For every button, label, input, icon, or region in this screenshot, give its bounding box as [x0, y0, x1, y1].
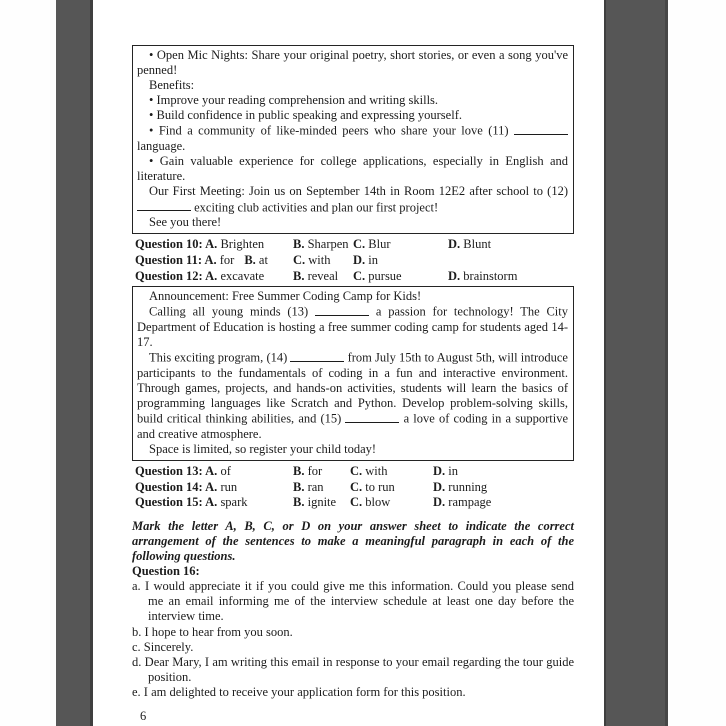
option-letter: D. — [353, 252, 366, 267]
option: B. Sharpen — [293, 237, 349, 252]
viewer-background-right — [604, 0, 668, 726]
option-cell — [448, 269, 574, 285]
option: B. for — [293, 464, 323, 479]
option-cell — [135, 253, 293, 269]
option: C. to run — [350, 479, 395, 494]
passage-paragraph: • Improve your reading comprehension and writing skills. — [149, 93, 439, 108]
sentence-item: b. I hope to hear from you soon. — [132, 624, 293, 639]
option: C. with — [350, 464, 388, 479]
document-page — [93, 0, 604, 726]
sentence-item: d. Dear Mary, I am writing this email in response to your email regarding the tour guide position. — [132, 654, 574, 684]
option-cell — [433, 495, 574, 511]
passage-coding-camp-box — [132, 286, 574, 461]
option-cell — [433, 480, 574, 496]
option-letter: B. — [293, 479, 305, 494]
question-label: Question 13: — [135, 464, 206, 479]
sentence-item: c. Sincerely. — [132, 639, 194, 654]
option-cell — [293, 464, 350, 480]
option: C. with — [293, 252, 331, 267]
passage-paragraph: • Open Mic Nights: Share your original poetry, short stories, or even a song you've penned! — [137, 48, 568, 78]
option: D. brainstorm — [448, 268, 518, 283]
passage-open-mic-box — [132, 45, 574, 234]
option-cell — [293, 237, 353, 253]
passage-paragraph: • Find a community of like-minded peers who share your love (11) language. — [137, 123, 568, 154]
option-letter: B. — [293, 464, 305, 479]
question-label: Question 10: — [135, 237, 206, 252]
question-row — [135, 237, 574, 253]
option: C. Blur — [353, 237, 391, 252]
option-cell — [135, 495, 293, 511]
option: C. pursue — [353, 268, 402, 283]
option: A. of — [205, 464, 231, 479]
option: A. for — [204, 252, 235, 267]
option-letter: A. — [204, 252, 217, 267]
option-letter: D. — [433, 479, 446, 494]
option-letter: D. — [448, 237, 461, 252]
answer-blank — [514, 123, 568, 135]
option-cell — [293, 480, 350, 496]
viewer-margin-left — [0, 0, 56, 726]
question-label: Question 15: — [135, 495, 206, 510]
option-letter: B. — [293, 268, 305, 283]
option-cell — [293, 495, 350, 511]
option-cell — [350, 480, 433, 496]
option-letter: A. — [205, 495, 218, 510]
option-letter: A. — [205, 479, 218, 494]
option-cell — [353, 253, 448, 269]
option: D. rampage — [433, 495, 492, 510]
passage-paragraph: • Build confidence in public speaking and expressing yourself. — [149, 108, 462, 123]
questions-13-15 — [135, 464, 574, 511]
option-cell — [135, 464, 293, 480]
viewer-margin-right — [668, 0, 726, 726]
question-row — [135, 253, 574, 269]
option-letter: C. — [350, 479, 363, 494]
question-row — [135, 464, 574, 480]
question-16-items — [132, 579, 574, 700]
option-cell — [353, 269, 448, 285]
option-letter: D. — [448, 268, 461, 283]
passage-paragraph: Announcement: Free Summer Coding Camp for Kids! — [149, 289, 422, 304]
option: D. in — [433, 464, 459, 479]
option: A. spark — [205, 495, 248, 510]
option-letter: C. — [353, 268, 366, 283]
option: A. Brighten — [205, 237, 265, 252]
option-cell — [433, 464, 574, 480]
option: B. ignite — [293, 495, 337, 510]
option-cell — [293, 253, 353, 269]
option: D. running — [433, 479, 488, 494]
option: A. run — [205, 479, 238, 494]
passage-paragraph: See you there! — [149, 215, 222, 230]
questions-10-12 — [135, 237, 574, 284]
answer-blank — [315, 304, 369, 316]
option-cell — [448, 253, 574, 269]
answer-blank — [137, 200, 191, 212]
answer-blank — [290, 350, 344, 362]
option-letter: A. — [205, 268, 218, 283]
passage-paragraph: Space is limited, so register your child today! — [149, 441, 377, 456]
question-label: Question 14: — [135, 479, 206, 494]
passage-paragraph: This exciting program, (14) from July 15th to August 5th, will introduce participants to the fundamentals of coding in a fun and interactive environment. Through games, projects, and hands-on activities, students will learn the basics of programming languages like Scratch and Python. Develop problem-solving skills, build critical thinking abilities, and (15) a love of coding in a supportive and creative atmosphere. — [137, 350, 569, 441]
option-cell — [135, 480, 293, 496]
option: B. ran — [293, 479, 324, 494]
question-row — [135, 269, 574, 285]
passage-paragraph: Our First Meeting: Join us on September 14th in Room 12E2 after school to (12) exciting club activities and plan our first project! — [137, 184, 568, 215]
option: A. excavate — [205, 268, 265, 283]
question-label: Question 11: — [135, 252, 205, 267]
option: D. in — [353, 252, 379, 267]
option: C. blow — [350, 495, 391, 510]
option: B. reveal — [293, 268, 339, 283]
option-letter: C. — [353, 237, 366, 252]
option-cell — [448, 237, 574, 253]
option-letter: B. — [293, 237, 305, 252]
section-instruction: Mark the letter A, B, C, or D on your answer sheet to indicate the correct arrangement of the sentences to make a meaningful paragraph in each of the following questions. — [132, 518, 574, 564]
answer-blank — [345, 411, 399, 423]
page-number: 6 — [140, 708, 147, 723]
sentence-item: a. I would appreciate it if you could give me this information. Could you please send me an email informing me of the interview schedule at least one day before the interview time. — [132, 579, 574, 624]
passage-paragraph: Calling all young minds (13) a passion for technology! The City Department of Education is hosting a free summer coding camp for students aged 14-17. — [137, 304, 569, 350]
page-content — [93, 0, 604, 724]
question-row — [135, 495, 574, 511]
option-letter: C. — [293, 252, 306, 267]
option-letter: A. — [205, 237, 218, 252]
sentence-item: e. I am delighted to receive your application form for this position. — [132, 684, 466, 699]
viewer-background-left — [56, 0, 93, 726]
option-letter: B. — [244, 252, 256, 267]
option: B. at — [244, 252, 268, 267]
option-letter: A. — [205, 464, 218, 479]
passage-paragraph: Benefits: — [149, 78, 195, 93]
option-letter: B. — [293, 495, 305, 510]
option-letter: C. — [350, 464, 363, 479]
question-row — [135, 480, 574, 496]
option-cell — [350, 464, 433, 480]
option-cell — [293, 269, 353, 285]
option-cell — [135, 237, 293, 253]
option-cell — [135, 269, 293, 285]
option-letter: C. — [350, 495, 363, 510]
option-letter: D. — [433, 464, 446, 479]
question-16-label: Question 16: — [132, 564, 200, 579]
option-letter: D. — [433, 495, 446, 510]
passage-paragraph: • Gain valuable experience for college applications, especially in English and literature. — [137, 154, 568, 184]
option: D. Blunt — [448, 237, 492, 252]
question-label: Question 12: — [135, 268, 206, 283]
option-cell — [353, 237, 448, 253]
option-cell — [350, 495, 433, 511]
